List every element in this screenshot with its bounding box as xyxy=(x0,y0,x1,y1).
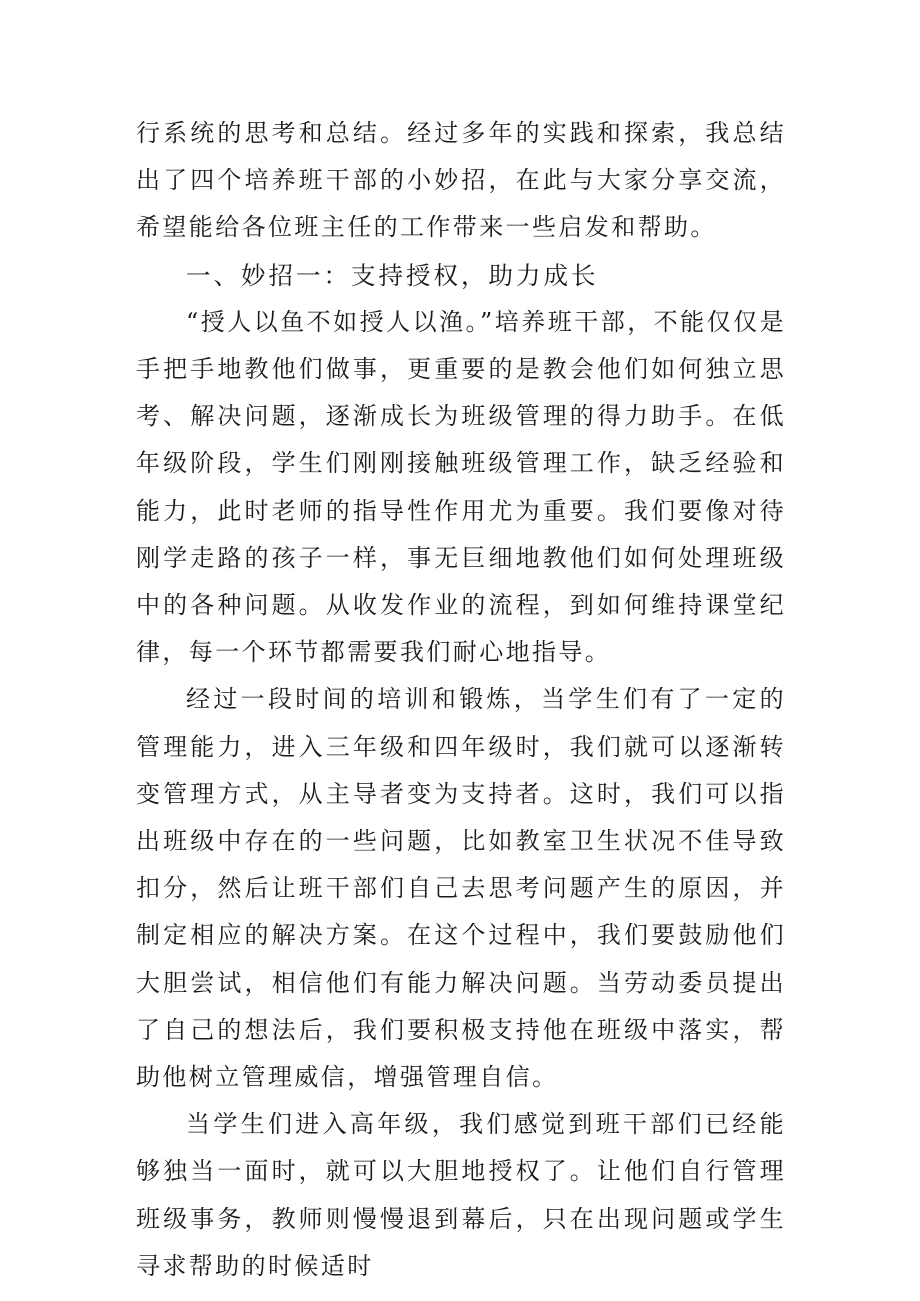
paragraph-middle-grades: 经过一段时间的培训和锻炼，当学生们有了一定的管理能力，进入三年级和四年级时，我们就可以逐渐转变管理方式，从主导者变为支持者。这时，我们可以指出班级中存在的一些问题，比如教室卫生状况不佳导致扣分，然后让班干部们自己去思考问题产生的原因，并制定相应的解决方案。在这个过程中，我们要鼓励他们大胆尝试，相信他们有能力解决问题。当劳动委员提出了自己的想法后，我们要积极支持他在班级中落实，帮助他树立管理威信，增强管理自信。 xyxy=(136,685,786,1092)
paragraph-teach-to-fish: “授人以鱼不如授人以渔。”培养班干部，不能仅仅是手把手地教他们做事，更重要的是教会他们如何独立思考、解决问题，逐渐成长为班级管理的得力助手。在低年级阶段，学生们刚刚接触班级管理工作，缺乏经验和能力，此时老师的指导性作用尤为重要。我们要像对待刚学走路的孩子一样，事无巨细地教他们如何处理班级中的各种问题。从收发作业的流程，到如何维持课堂纪律，每一个环节都需要我们耐心地指导。 xyxy=(136,307,786,667)
section-heading-tip-one: 一、妙招一：支持授权，助力成长 xyxy=(186,260,599,290)
paragraph-intro-continuation: 行系统的思考和总结。经过多年的实践和探索，我总结出了四个培养班干部的小妙招，在此与大家分享交流，希望能给各位班主任的工作带来一些启发和帮助。 xyxy=(136,119,786,242)
document-body xyxy=(136,110,786,1290)
paragraph-upper-grades: 当学生们进入高年级，我们感觉到班干部们已经能够独当一面时，就可以大胆地授权了。让他们自行管理班级事务，教师则慢慢退到幕后，只在出现问题或学生寻求帮助的时候适时 xyxy=(136,1110,786,1280)
